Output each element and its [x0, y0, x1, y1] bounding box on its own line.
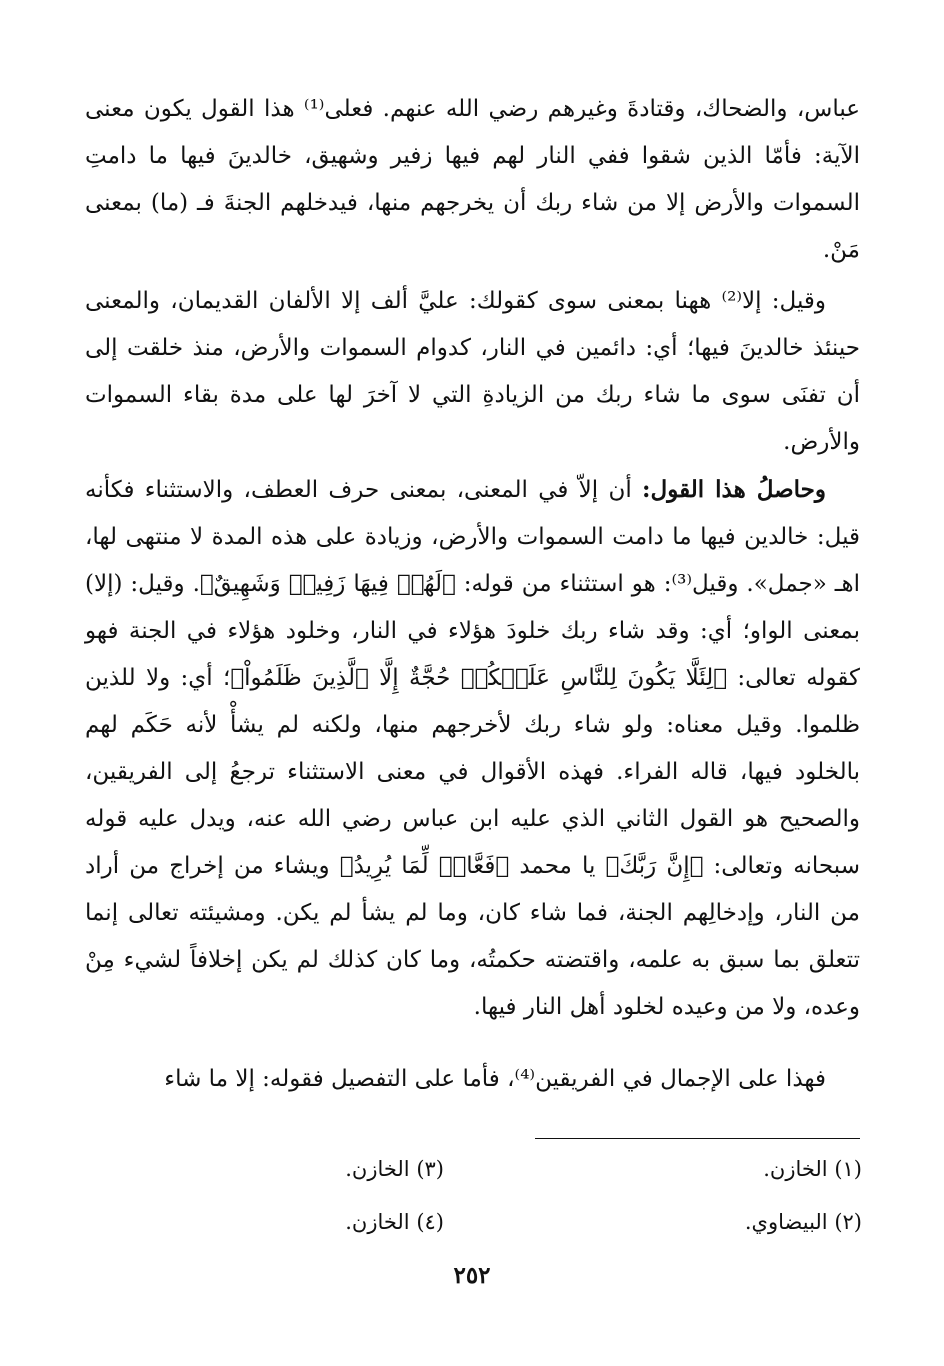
paragraph-2	[85, 278, 860, 466]
paragraph-4	[85, 1056, 860, 1103]
footnote-3: (٣) الخازن.	[345, 1157, 444, 1181]
paragraph-3-text: أن إلاّ في المعنى، بمعنى حرف العطف، والاستثناء فكأنه قيل: خالدين فيها ما دامت السموات والأرض، وزيادة على هذه المدة لا منتهى لها، اهـ «جمل». وقيل⁽³⁾: هو استثناء من قوله: ﴿لَهُمۡ فِيهَا زَفِيرٞ وَشَهِيقٌ﴾. وقيل: (إلا) بمعنى الواو؛ أي: وقد شاء ربك خلودَ هؤلاء في النار، وخلود هؤلاء في الجنة فهو كقوله تعالى: ﴿لِئَلَّا يَكُونَ لِلنَّاسِ عَلَيۡكُمۡ حُجَّةٌ إِلَّا ٱلَّذِينَ ظَلَمُواْ﴾؛ أي: ولا للذين ظلموا. وقيل معناه: ولو شاء ربك لأخرجهم منها، ولكنه لم يشأْ لأنه حَكَم لهم بالخلود فيها، قاله الفراء. فهذه الأقوال في معنى الاستثناء ترجعُ إلى الفريقين، والصحيح هو القول الثاني الذي عليه ابن عباس رضي الله عنه، ويدل عليه قوله سبحانه وتعالى: ﴿إِنَّ رَبَّكَ﴾ يا محمد ﴿فَعَّالٞ لِّمَا يُرِيدُ﴾ ويشاء من إخراج من أراد من النار، وإدخالِهم الجنة، فما شاء كان، وما لم يشأ لم يكن. ومشيئته تعالى إنما تتعلق بما سبق به علمه، واقتضته حكمتُه، وما كان كذلك لم يكن إخلافاً لشيء مِنْ وعده، ولا من وعيده لخلود أهل النار فيها.	[85, 477, 860, 1020]
paragraph-2-text: وقيل: إلا⁽²⁾ ههنا بمعنى سوى كقولك: عليَّ ألف إلا الألفان القديمان، والمعنى حينئذ خالدينَ فيها؛ أي: دائمين في النار، كدوام السموات والأرض، منذ خلقت إلى أن تفنَى سوى ما شاء ربك من الزيادةِ التي لا آخرَ لها على مدة بقاء السموات والأرض.	[85, 288, 860, 455]
paragraph-3	[85, 466, 860, 1031]
footnote-1: (١) الخازن.	[763, 1157, 862, 1181]
paragraph-1-text: عباس، والضحاك، وقتادةَ وغيرهم رضي الله عنهم. فعلى⁽¹⁾ هذا القول يكون معنى الآية: فأمّا الذين شقوا ففي النار لهم فيها زفير وشهيق، خالدينَ فيها ما دامتِ السموات والأرض إلا من شاء ربك أن يخرجهم منها، فيدخلهم الجنةَ فـ (ما) بمعنى مَنْ.	[85, 96, 861, 263]
paragraph-1	[85, 86, 860, 274]
paragraph-3-lead: وحاصلُ هذا القول:	[642, 476, 826, 503]
page-number: ٢٥٢	[453, 1262, 491, 1289]
footnote-2: (٢) البيضاوي.	[744, 1210, 862, 1234]
footnote-divider	[535, 1138, 860, 1139]
footnote-4: (٤) الخازن.	[345, 1210, 444, 1234]
paragraph-4-text: فهذا على الإجمال في الفريقين⁽⁴⁾، فأما على التفصيل فقوله: إلا ما شاء	[164, 1066, 826, 1092]
